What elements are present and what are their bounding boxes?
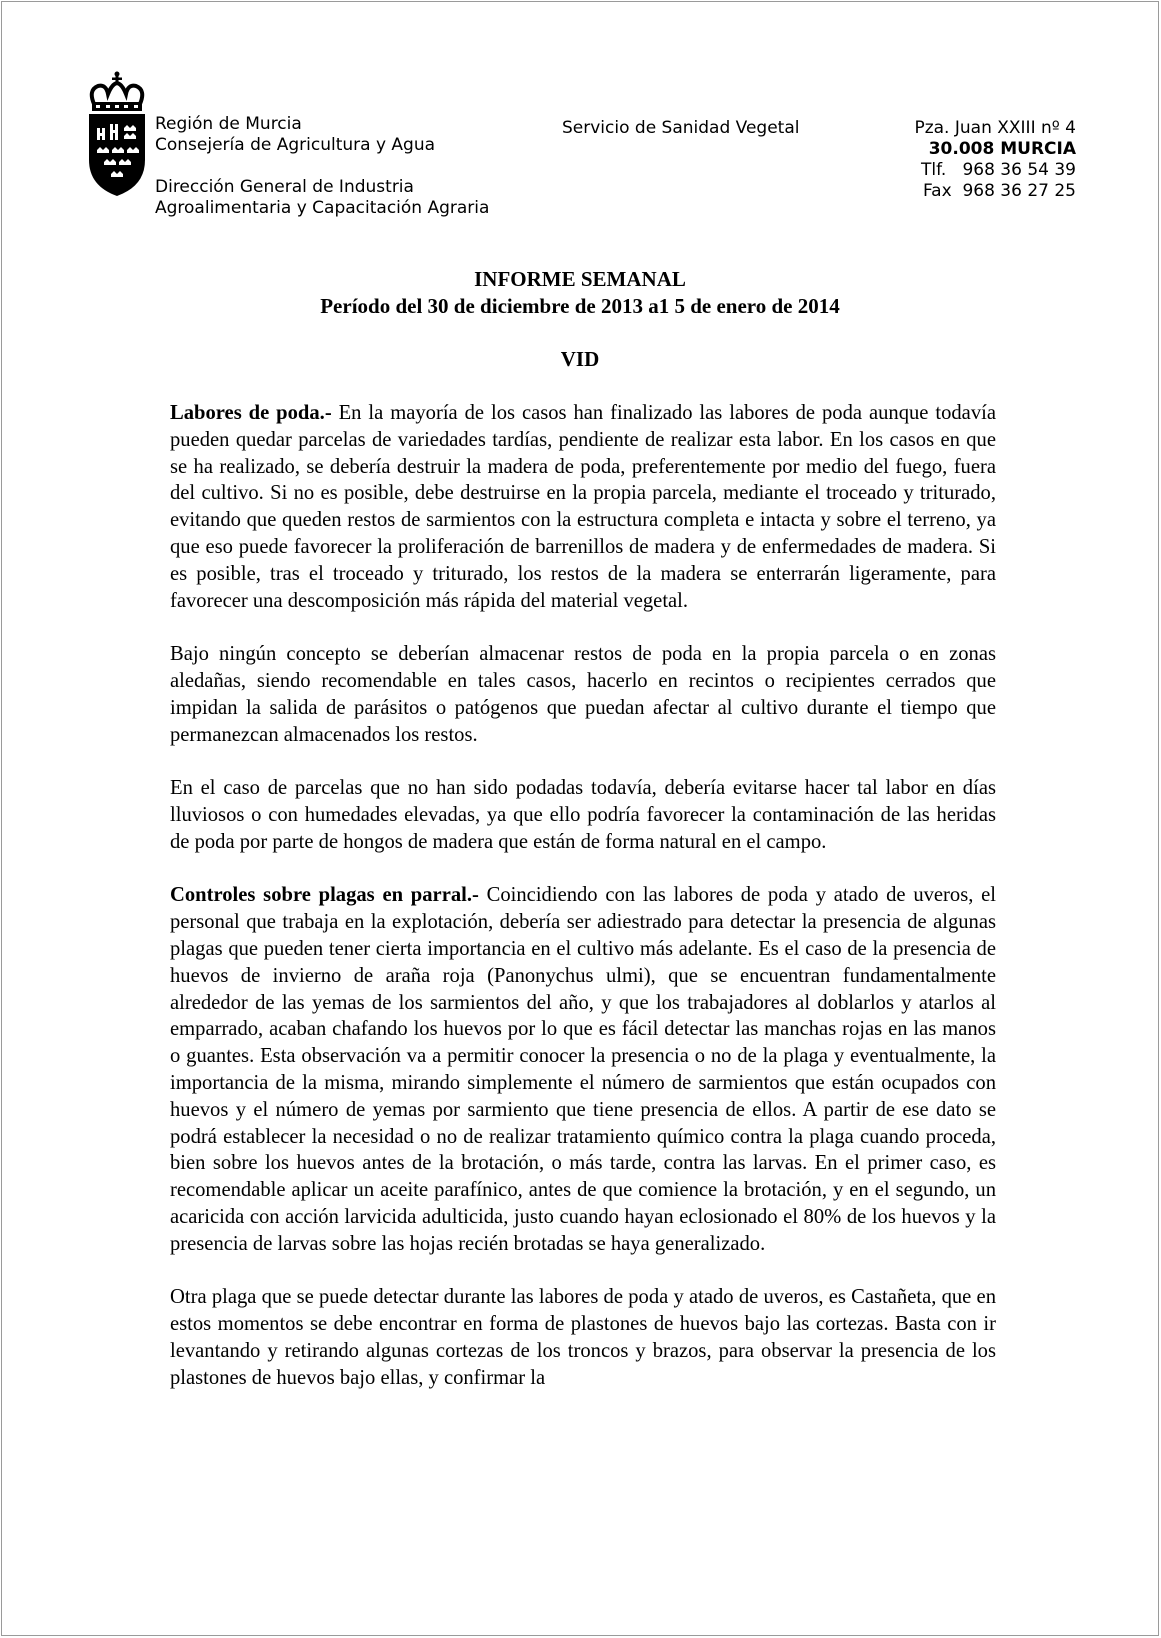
org-directorate: Dirección General de Industria [155, 177, 414, 197]
organization-block [155, 114, 489, 219]
org-directorate-cont: Agroalimentaria y Capacitación Agraria [155, 198, 490, 218]
report-period: Período del 30 de diciembre de 2013 a1 5 de enero de 2014 [320, 294, 840, 318]
section-heading: VID [560, 347, 600, 371]
document-page [1, 1, 1159, 1636]
fax-number: Fax 968 36 27 25 [922, 181, 1076, 201]
paragraph-pruning [170, 400, 996, 614]
address-street: Pza. Juan XXIII nº 4 [914, 118, 1076, 138]
paragraph-text: Coincidiendo con las labores de poda y atado de uveros, el personal que trabaja en la explotación, debería ser adiestrado para detectar la presencia de algunas plagas que pueden tener cierta importancia en el cultivo más adelante. Es el caso de la presencia de huevos de invierno de araña roja (Panonychus ulmi), que se encuentran fundamentalmente alrededor de las yemas de los sarmientos del año, y que los trabajadores al doblarlos y atarlos al emparrado, acaban chafando los huevos por lo que es fácil detectar las manchas rojas en las manos o guantes. Esta observación va a permitir conocer la presencia o no de la plaga y eventualmente, la importancia de la misma, mirando simplemente el número de sarmientos que están ocupados con huevos y el número de yemas por sarmiento que tiene presencia de ellos. A partir de ese dato se podrá establecer la necesidad o no de realizar tratamiento químico contra la plaga cuando proceda, bien sobre los huevos antes de la brotación, o más tarde, contra las larvas. En el primer caso, es recomendable aplicar un aceite parafínico, antes de que comience la brotación, y en el segundo, un acaricida con acción larvicida adulticida, justo cuando hayan eclosionado el 80% de los huevos y la presencia de larvas sobre las hojas recién brotadas se haya generalizado. [170, 884, 997, 1255]
org-region: Región de Murcia [155, 114, 302, 134]
org-department: Consejería de Agricultura y Agua [155, 135, 436, 155]
paragraph-unpruned [170, 775, 996, 855]
report-title-block [2, 266, 1158, 373]
paragraph-text: Otra plaga que se puede detectar durante las labores de poda y atado de uveros, es Castañeta, que en estos momentos se debe encontrar en forma de plastones de huevos bajo las cortezas. Basta con ir levantando y retirando algunas cortezas de los troncos y brazos, para observar la presencia de los plastones de huevos bajo ellas, y confirmar la [170, 1286, 996, 1389]
paragraph-heading: Controles sobre plagas en parral.- [170, 884, 479, 907]
paragraph-text: En el caso de parcelas que no han sido podadas todavía, debería evitarse hacer tal labor en días lluviosos o con humedades elevadas, ya que ello podría favorecer la contaminación de las heridas de poda por parte de hongos de madera que están de forma natural en el campo. [170, 777, 996, 853]
service-name: Servicio de Sanidad Vegetal [562, 118, 800, 138]
paragraph-text: Bajo ningún concepto se deberían almacenar restos de poda en la propia parcela o en zonas aledañas, siendo recomendable en tales casos, hacerlo en recintos o recipientes cerrados que impidan la salida de parásitos o patógenos que puedan afectar al cultivo durante el tiempo que permanezcan almacenados los restos. [170, 643, 996, 746]
paragraph-storage [170, 641, 996, 748]
paragraph-pest-controls [170, 882, 996, 1257]
address-block [914, 118, 1076, 202]
paragraph-heading: Labores de poda.- [170, 402, 332, 424]
report-body [170, 400, 996, 1418]
phone-number: Tlf. 968 36 54 39 [920, 160, 1076, 180]
paragraph-castaneta [170, 1284, 996, 1391]
paragraph-text: En la mayoría de los casos han finalizado las labores de poda aunque todavía pueden quedar parcelas de variedades tardías, pendiente de realizar esta labor. En los casos en que se ha realizado, se debería destruir la madera de poda, preferentemente por medio del fuego, fuera del cultivo. Si no es posible, debe destruirse en la propia parcela, mediante el troceado y triturado, evitando que queden restos de sarmientos con la estructura completa e intacta y sobre el terreno, ya que eso puede favorecer la proliferación de barrenillos de madera y de enfermedades de madera. Si es posible, tras el troceado y triturado, los restos de la madera se enterrarán ligeramente, para favorecer una descomposición más rápida del material vegetal. [170, 402, 996, 612]
report-title: INFORME SEMANAL [474, 267, 686, 291]
region-murcia-crest-icon [86, 70, 148, 198]
address-city: 30.008 MURCIA [928, 139, 1076, 159]
